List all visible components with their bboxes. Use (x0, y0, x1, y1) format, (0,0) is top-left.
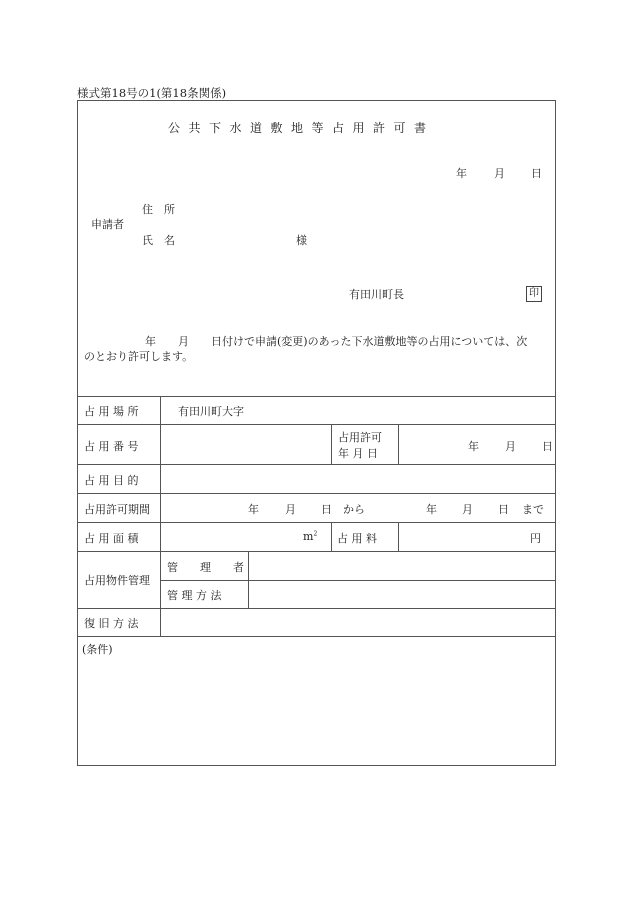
restoration-label: 復 旧 方 法 (84, 617, 139, 630)
permit-date-label-2: 年 月 日 (338, 447, 378, 460)
body-text-line1: 年 月 日付けで申請(変更)のあった下水道敷地等の占用については、次 (145, 335, 528, 348)
number-label: 占 用 番 号 (84, 440, 139, 453)
body-text-line2: のとおり許可します。 (84, 350, 194, 363)
fee-label: 占 用 料 (337, 532, 377, 545)
conditions-label: (条件) (82, 643, 113, 656)
permit-date-day: 日 (542, 440, 553, 453)
permit-form (77, 100, 556, 766)
area-unit-sup: 2 (313, 530, 318, 538)
period-to-month: 月 (462, 503, 473, 516)
period-from-month: 月 (285, 503, 296, 516)
form-number: 様式第18号の1(第18条関係) (77, 86, 227, 100)
name-label: 氏 名 (142, 234, 175, 247)
area-unit (303, 530, 317, 543)
applicant-label: 申請者 (91, 218, 124, 231)
method-label: 管 理 方 法 (167, 589, 222, 602)
period-from-day: 日 (321, 503, 332, 516)
issue-date-month: 月 (494, 167, 505, 180)
honorific: 様 (296, 234, 307, 247)
issuer-name: 有田川町長 (349, 288, 404, 301)
location-value: 有田川町大字 (178, 405, 244, 418)
permit-date-year: 年 (468, 440, 479, 453)
fee-unit: 円 (530, 532, 541, 545)
address-label: 住 所 (142, 203, 175, 216)
period-from-year: 年 (248, 503, 259, 516)
purpose-label: 占 用 目 的 (84, 474, 139, 487)
document-title: 公共下水道敷地等占用許可書 (168, 121, 435, 135)
period-to-year: 年 (426, 503, 437, 516)
permit-date-month: 月 (505, 440, 516, 453)
period-to-day: 日 (498, 503, 509, 516)
area-label: 占 用 面 積 (84, 532, 139, 545)
seal-mark: 印 (526, 286, 542, 302)
permit-date-label-1: 占用許可 (338, 431, 382, 444)
manager-label: 管 理 者 (167, 561, 244, 574)
management-label: 占用物件管理 (84, 574, 150, 587)
period-from: から (343, 503, 365, 516)
issue-date-day: 日 (531, 167, 542, 180)
issue-date-year: 年 (456, 167, 467, 180)
location-label: 占 用 場 所 (84, 405, 139, 418)
period-to: まで (522, 503, 544, 516)
area-unit-m: m (303, 530, 314, 543)
period-label: 占用許可期間 (84, 503, 150, 516)
